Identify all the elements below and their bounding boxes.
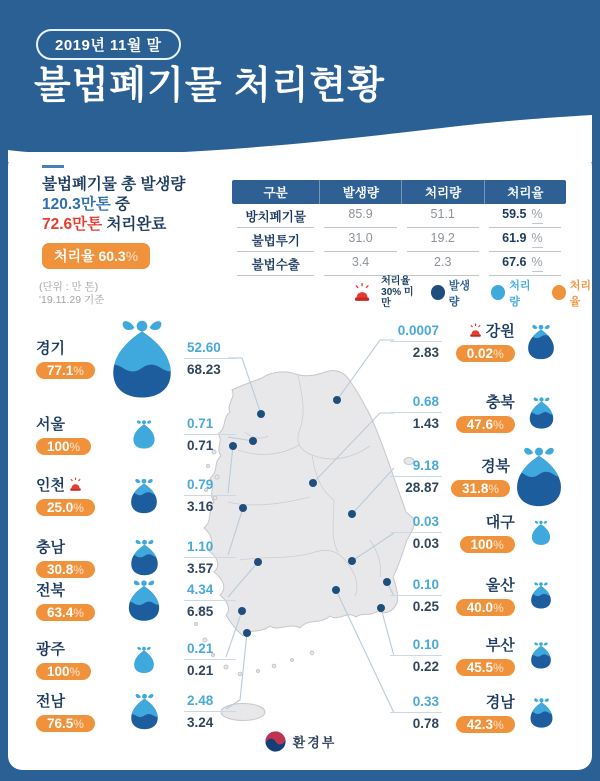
basis-date: '19.11.29 기준 — [39, 294, 105, 306]
legend-items — [431, 277, 600, 309]
waste-bag-icon — [104, 314, 180, 402]
region-generated-value: 6.85 — [187, 603, 214, 619]
region-info — [36, 474, 109, 516]
region-entry-부산 — [390, 626, 568, 684]
row-treated: 51.1 — [407, 204, 479, 228]
region-name: 경북 — [481, 458, 510, 475]
row-label: 방치폐기물 — [237, 204, 314, 228]
region-generated-value: 3.24 — [187, 714, 214, 730]
treated-suffix: 처리완료 — [106, 216, 167, 233]
region-name: 강원 — [485, 323, 515, 340]
region-name: 광주 — [36, 641, 65, 658]
region-entry-광주 — [36, 630, 236, 688]
region-values — [390, 513, 442, 552]
region-info — [446, 391, 515, 433]
region-name: 경기 — [36, 340, 65, 357]
region-bag — [109, 577, 180, 623]
treated-amount: 72.6만톤 — [42, 216, 103, 233]
legend-item — [552, 277, 600, 309]
region-rate-badge: 100% — [460, 536, 515, 553]
table-row — [232, 204, 566, 228]
legend-dot — [491, 285, 505, 300]
region-bag — [109, 476, 180, 515]
region-name-row — [36, 474, 83, 495]
table-header-cell: 처리율 — [484, 180, 566, 204]
region-bag — [109, 418, 180, 450]
region-values — [390, 393, 442, 432]
region-info — [36, 638, 109, 680]
region-treated-value: 0.79 — [184, 476, 236, 496]
region-name: 대구 — [485, 514, 515, 531]
region-info — [36, 337, 104, 379]
region-treated-value: 1.10 — [184, 538, 236, 558]
row-generated: 3.4 — [324, 252, 396, 276]
region-values — [184, 640, 236, 679]
siren-icon — [352, 282, 372, 303]
region-rate-badge: 40.0% — [456, 599, 515, 616]
region-name: 서울 — [36, 416, 65, 433]
siren-legend-label: 처리율 30% 미만 — [381, 276, 414, 309]
legend-item — [491, 277, 539, 309]
region-name: 전북 — [36, 582, 65, 599]
region-rate-badge: 76.5% — [36, 715, 95, 732]
region-rate-badge: 47.6% — [456, 416, 515, 433]
region-generated-value: 3.57 — [187, 560, 214, 576]
region-name-row — [486, 574, 515, 595]
table-header-row — [232, 180, 566, 204]
region-entry-충북 — [390, 383, 568, 441]
row-rate: 61.9 % — [489, 228, 561, 252]
region-bag — [510, 443, 568, 509]
total-suffix: 중 — [115, 196, 131, 213]
legend-label: 처리량 — [509, 279, 531, 308]
region-generated-value: 2.83 — [412, 344, 439, 360]
region-treated-value: 0.0007 — [390, 322, 442, 342]
region-bag — [104, 314, 180, 402]
region-treated-value: 52.60 — [184, 339, 236, 359]
legend-label: 처리율 — [569, 279, 592, 308]
region-name-row — [36, 536, 65, 557]
region-rate-badge: 100% — [36, 438, 91, 455]
rate-prefix: 처리율 — [54, 248, 95, 264]
unit-note — [39, 281, 104, 307]
legend-label: 발생량 — [448, 279, 471, 308]
period-badge: 2019년 11월 말 — [36, 29, 181, 60]
region-info — [446, 574, 515, 616]
region-name: 전남 — [36, 693, 65, 710]
region-bag — [515, 640, 568, 670]
row-generated: 31.0 — [324, 228, 396, 252]
region-entry-강원 — [390, 310, 568, 372]
region-name: 인천 — [36, 477, 65, 494]
waste-bag-icon — [124, 577, 164, 623]
region-name: 경남 — [485, 694, 515, 711]
region-name: 부산 — [485, 637, 515, 654]
region-treated-value: 2.48 — [184, 692, 236, 712]
region-generated-value: 0.22 — [412, 658, 439, 674]
region-rate-badge: 42.3% — [456, 716, 515, 733]
legend — [352, 276, 600, 309]
region-generated-value: 0.25 — [412, 598, 439, 614]
region-treated-value: 0.10 — [390, 576, 442, 596]
percent-sign: % — [125, 248, 139, 264]
region-info — [446, 634, 515, 676]
region-generated-value: 0.03 — [412, 535, 439, 551]
region-values — [390, 636, 442, 675]
region-entry-경기 — [36, 312, 236, 404]
table-header-cell: 처리량 — [401, 180, 483, 204]
waste-bag-icon — [524, 322, 558, 361]
total-amount: 120.3만톤 — [42, 196, 111, 213]
region-treated-value: 0.71 — [184, 415, 236, 435]
row-rate: 59.5 % — [489, 204, 561, 228]
region-treated-value: 0.21 — [184, 640, 236, 660]
siren-icon — [468, 323, 483, 338]
region-values — [390, 322, 442, 361]
korea-government-logo — [264, 730, 287, 753]
region-info — [446, 511, 515, 553]
waste-bag-icon — [130, 418, 158, 450]
region-values — [184, 581, 236, 620]
waste-bag-icon — [127, 476, 161, 515]
region-bag — [515, 519, 568, 546]
region-values — [390, 457, 442, 496]
region-info — [446, 455, 510, 497]
region-info — [36, 690, 109, 732]
region-values — [184, 476, 236, 515]
region-rate-badge: 100% — [36, 663, 91, 680]
region-entry-전북 — [36, 570, 236, 630]
region-values — [390, 693, 442, 732]
region-rate-badge: 77.1% — [36, 362, 95, 379]
summary-line2 — [42, 195, 222, 215]
region-values — [184, 339, 236, 378]
region-name: 충남 — [36, 539, 65, 556]
region-treated-value: 0.10 — [390, 636, 442, 656]
unit-label: (단위 : 만 톤) — [39, 281, 99, 293]
row-generated: 85.9 — [324, 204, 396, 228]
region-bag — [515, 395, 568, 430]
row-treated: 19.2 — [407, 228, 479, 252]
region-rate-badge: 25.0% — [36, 499, 95, 516]
table-row — [232, 228, 566, 252]
region-name-row — [36, 690, 65, 711]
region-treated-value: 0.03 — [390, 513, 442, 533]
row-label: 불법투기 — [237, 228, 314, 252]
region-bag — [515, 580, 568, 610]
siren-icon — [68, 477, 83, 492]
summary-line1: 불법폐기물 총 발생량 — [42, 176, 186, 193]
region-name-row — [36, 413, 65, 434]
region-name-row — [486, 691, 515, 712]
table-row — [232, 252, 566, 276]
legend-dot — [552, 285, 566, 300]
row-rate: 67.6 % — [489, 252, 561, 276]
overall-rate-badge — [42, 243, 150, 269]
region-name-row — [486, 511, 515, 532]
region-name-row — [486, 634, 515, 655]
region-generated-value: 68.23 — [187, 361, 221, 377]
waste-bag-icon — [127, 691, 162, 731]
waste-bag-icon — [131, 645, 157, 674]
table-header-cell: 발생량 — [319, 180, 401, 204]
region-bag — [109, 645, 180, 674]
rate-value: 60.3 — [98, 248, 126, 264]
region-entry-대구 — [390, 503, 568, 561]
row-label: 불법수출 — [237, 252, 314, 276]
region-rate-badge: 0.02% — [456, 345, 515, 362]
region-name-row — [468, 320, 515, 341]
region-generated-value: 0.78 — [412, 715, 439, 731]
region-treated-value: 9.18 — [390, 457, 442, 477]
ministry-name: 환경부 — [292, 735, 337, 750]
footer — [0, 730, 600, 753]
region-name-row — [36, 337, 65, 358]
region-name: 울산 — [485, 577, 515, 594]
region-values — [184, 692, 236, 731]
waste-bag-icon — [526, 395, 557, 430]
table-header-cell: 구분 — [263, 186, 288, 200]
table-body — [232, 204, 566, 276]
region-generated-value: 1.43 — [412, 415, 439, 431]
region-info — [446, 691, 515, 733]
region-treated-value: 0.68 — [390, 393, 442, 413]
region-rate-badge: 45.5% — [456, 659, 515, 676]
waste-bag-icon — [528, 640, 554, 670]
region-bag — [515, 696, 568, 729]
region-generated-value: 0.71 — [187, 437, 214, 453]
region-info — [36, 579, 109, 621]
region-bag — [515, 322, 568, 361]
stats-table — [232, 180, 566, 276]
region-entry-인천 — [36, 466, 236, 524]
waste-bag-icon — [510, 443, 568, 509]
region-entry-서울 — [36, 405, 236, 463]
summary-box — [42, 165, 222, 269]
region-values — [390, 576, 442, 615]
row-treated: 2.3 — [407, 252, 479, 276]
region-entry-울산 — [390, 566, 568, 624]
region-generated-value: 0.21 — [187, 662, 214, 678]
waste-bag-icon — [528, 580, 554, 610]
region-generated-value: 3.16 — [187, 498, 214, 514]
region-info — [36, 413, 109, 455]
region-values — [184, 415, 236, 454]
waste-bag-icon — [529, 519, 553, 546]
region-rate-badge: 30.8% — [36, 561, 95, 578]
summary-dash — [42, 165, 64, 168]
region-rate-badge: 63.4% — [36, 604, 95, 621]
region-treated-value: 4.34 — [184, 581, 236, 601]
region-info — [446, 320, 515, 362]
region-name-row — [36, 638, 65, 659]
waste-bag-icon — [527, 696, 556, 729]
region-name-row — [481, 455, 510, 476]
region-name-row — [486, 391, 515, 412]
legend-item — [431, 277, 479, 309]
region-name: 충북 — [485, 394, 515, 411]
region-rate-badge: 31.8% — [451, 480, 510, 497]
summary-line3 — [42, 215, 222, 235]
region-generated-value: 28.87 — [405, 479, 439, 495]
legend-dot — [431, 285, 445, 300]
page-title: 불법폐기물 처리현황 — [34, 65, 385, 107]
region-bag — [109, 691, 180, 731]
region-name-row — [36, 579, 65, 600]
region-treated-value: 0.33 — [390, 693, 442, 713]
